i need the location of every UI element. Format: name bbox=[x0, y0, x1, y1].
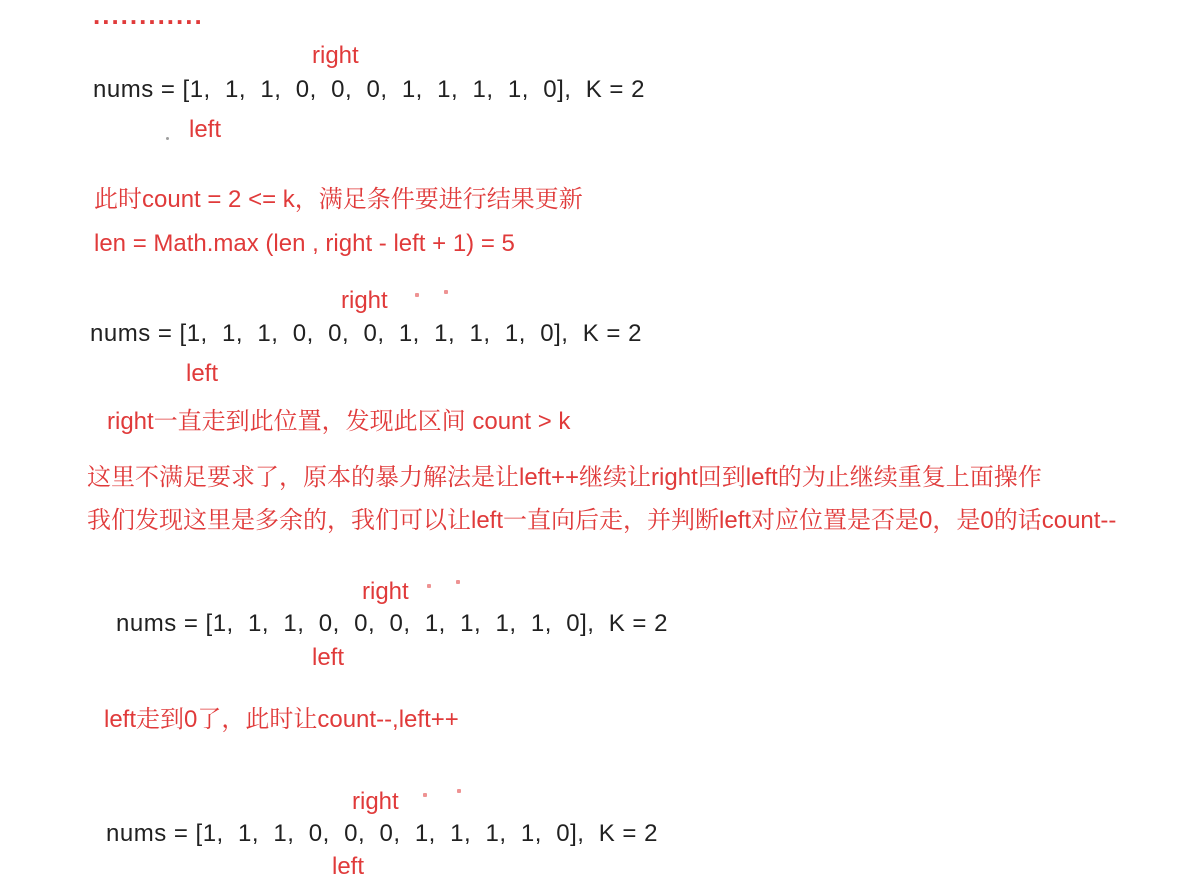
stray-dot bbox=[457, 789, 461, 793]
right-pointer-label: right bbox=[341, 287, 388, 314]
nums-array-line: nums = [1, 1, 1, 0, 0, 0, 1, 1, 1, 1, 0], K = 2 bbox=[93, 76, 645, 103]
stray-dot bbox=[456, 580, 460, 584]
left-pointer-label: left bbox=[186, 360, 219, 387]
left-pointer-label: left bbox=[332, 853, 365, 880]
stray-dot bbox=[444, 290, 448, 294]
right-pointer-label: right bbox=[362, 578, 409, 605]
note-left-zero: left走到0了，此时让count--,left++ bbox=[104, 706, 459, 733]
left-pointer-label: left bbox=[189, 116, 222, 143]
stray-dot bbox=[415, 293, 419, 297]
right-pointer-label: right bbox=[352, 788, 399, 815]
nums-array-line: nums = [1, 1, 1, 0, 0, 0, 1, 1, 1, 1, 0], K = 2 bbox=[106, 820, 658, 847]
note-optimized: 我们发现这里是多余的，我们可以让left一直向后走，并判断left对应位置是否是0，是0的话count-- bbox=[87, 507, 1117, 534]
note-right-walk: right一直走到此位置，发现此区间 count > k bbox=[107, 408, 571, 435]
left-pointer-label: left bbox=[312, 644, 345, 671]
right-pointer-label: right bbox=[312, 42, 359, 69]
stray-gray-dot bbox=[166, 137, 169, 140]
note-count-update: 此时count = 2 <= k，满足条件要进行结果更新 bbox=[94, 186, 583, 213]
nums-array-line: nums = [1, 1, 1, 0, 0, 0, 1, 1, 1, 1, 0], K = 2 bbox=[90, 320, 642, 347]
ellipsis-marks: ............ bbox=[93, 0, 204, 30]
note-len-update: len = Math.max (len , right - left + 1) = 5 bbox=[94, 230, 515, 257]
stray-dot bbox=[427, 584, 431, 588]
nums-array-line: nums = [1, 1, 1, 0, 0, 0, 1, 1, 1, 1, 0], K = 2 bbox=[116, 610, 668, 637]
note-brute-force: 这里不满足要求了，原本的暴力解法是让left++继续让right回到left的为止继续重复上面操作 bbox=[87, 464, 1042, 491]
stray-dot bbox=[423, 793, 427, 797]
